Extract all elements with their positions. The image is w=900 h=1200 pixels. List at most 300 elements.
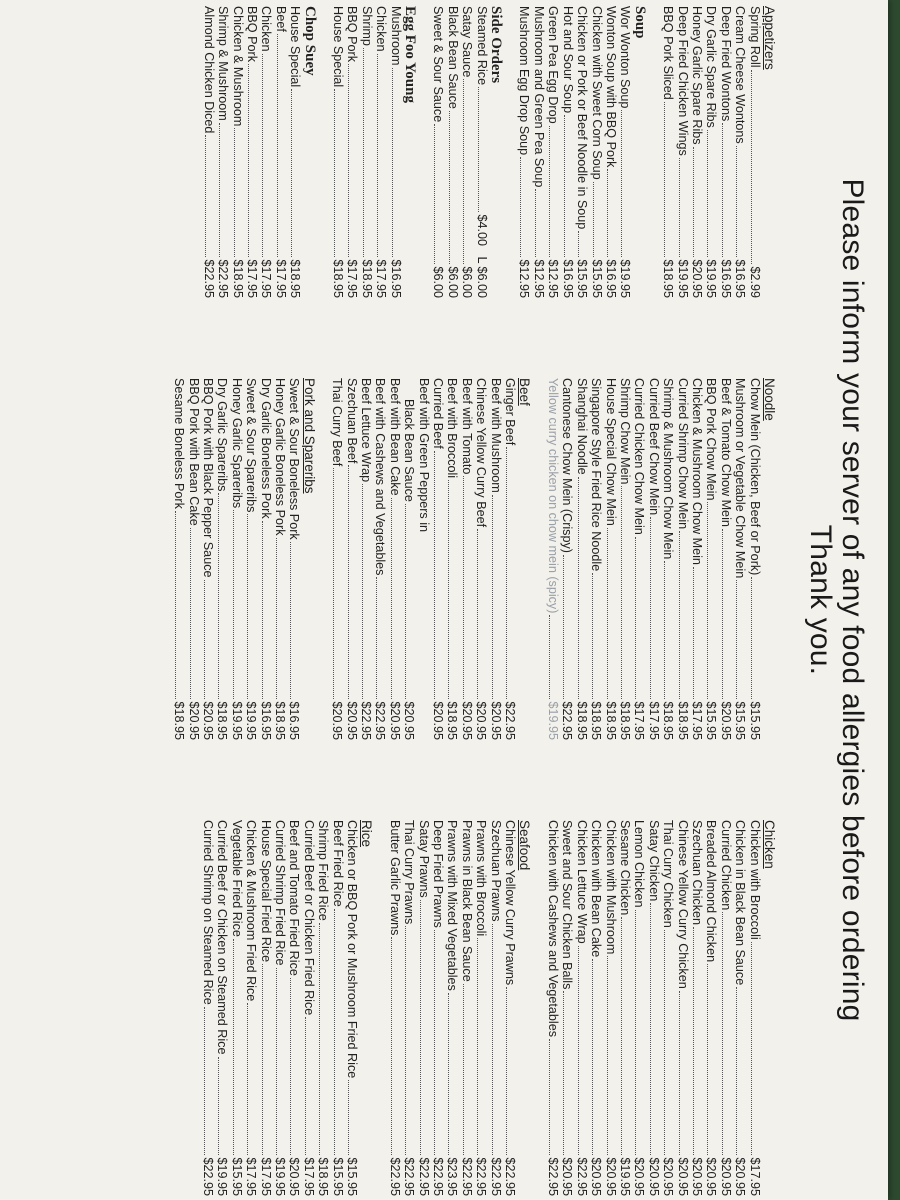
section-title: Side Orders [488, 6, 505, 84]
item-name: Deep Fried Wontons [718, 6, 733, 122]
menu-item [603, 378, 617, 740]
dot-leader [563, 991, 564, 1155]
item-price: $22.95 [503, 1157, 518, 1196]
dot-leader [218, 493, 219, 699]
dot-leader [420, 900, 421, 1156]
menu-section [661, 6, 776, 298]
item-name: Satay Chicken [646, 820, 661, 902]
menu-item [215, 378, 229, 740]
dot-leader [578, 946, 579, 1156]
item-price: $20.95 [718, 1157, 733, 1196]
dot-leader [463, 476, 464, 699]
dot-leader [175, 511, 176, 700]
dot-leader [635, 910, 636, 1156]
item-name: BBQ Pork with Black Pepper Sauce [200, 378, 215, 578]
dot-leader [205, 135, 206, 257]
item-price: $22.95 [216, 259, 231, 298]
menu-item [474, 378, 488, 740]
item-price: $20.95 [431, 701, 446, 740]
dot-leader [247, 514, 248, 699]
dot-leader [722, 912, 723, 1155]
item-price: $2.99 [747, 266, 762, 298]
item-name: Yellow curry chicken on chow mein (spicy) [545, 378, 560, 614]
dot-leader [492, 924, 493, 1156]
item-price: $15.95 [589, 259, 604, 298]
menu-item [661, 6, 675, 298]
menu-item [258, 378, 272, 740]
item-name: Chicken with Broccoli [747, 820, 762, 940]
menu-item [172, 378, 186, 740]
dot-leader [204, 580, 205, 700]
item-name: Chow Mein (Chicken, Beef or Pork) [747, 378, 762, 576]
item-price: $16.95 [560, 259, 575, 298]
item-name: Mushroom and Green Pea Soup [531, 6, 546, 188]
item-name: Sweet & Sour Spareribs [244, 378, 259, 513]
item-name: Prawns in Black Bean Sauce [459, 820, 474, 982]
item-name: Mushroom Egg Drop Soup [517, 6, 532, 156]
item-price: $18.95 [675, 701, 690, 740]
item-name: Prawns with Broccoli [474, 820, 489, 937]
menu-item [402, 820, 416, 1196]
item-name: Szechuan Chicken [689, 820, 704, 926]
menu-item [230, 6, 244, 298]
menu-item [387, 820, 401, 1196]
item-price: $17.95 [245, 259, 259, 298]
item-price: $22.95 [416, 1157, 431, 1196]
item-price: $12.95 [517, 259, 532, 298]
dot-leader [621, 486, 622, 699]
dot-leader [751, 70, 752, 265]
dot-leader [363, 48, 364, 258]
dot-leader [219, 123, 220, 258]
item-price: $6.00 [445, 266, 460, 298]
menu-item [345, 6, 359, 298]
left-menu-column [187, 6, 776, 298]
item-name: Curried Chicken [718, 820, 733, 911]
menu-item [589, 378, 603, 740]
item-name: Breaded Almond Chicken [704, 820, 719, 963]
item-price: $22.95 [545, 1157, 560, 1196]
item-name: Spring Roll [747, 6, 762, 68]
dot-leader [751, 942, 752, 1156]
item-price: $18.95 [359, 259, 374, 298]
dot-leader [650, 903, 651, 1155]
item-name: Chinese Yellow Curry Chicken [675, 820, 690, 989]
item-name: House Special [331, 6, 346, 88]
menu-item [344, 378, 358, 740]
item-price: $22.95 [474, 1157, 489, 1196]
menu-section [201, 820, 374, 1196]
dot-leader [549, 1039, 550, 1155]
menu-item [632, 378, 646, 740]
item-price: $20.95 [402, 701, 417, 740]
menu-section [517, 6, 647, 298]
item-name: Satay Sauce [460, 6, 475, 78]
menu-item [532, 6, 546, 298]
dot-leader [262, 964, 263, 1155]
dot-leader [463, 79, 464, 264]
item-price: $17.95 [689, 701, 704, 740]
dot-leader [276, 538, 277, 700]
dot-leader [506, 447, 507, 699]
menu-item [546, 378, 560, 740]
item-name: Mushroom [388, 6, 403, 66]
item-price: $20.95 [733, 1157, 748, 1196]
dot-leader [290, 542, 291, 700]
dot-leader [736, 146, 737, 258]
item-name: Hot and Sour Soup [560, 6, 575, 114]
menu-item [560, 378, 574, 740]
menu-item [460, 6, 474, 298]
item-price: $15.95 [733, 701, 748, 740]
dot-leader [592, 959, 593, 1155]
menu-item [604, 6, 618, 298]
item-name: Chicken or BBQ Pork or Mushroom Fried Rice [345, 820, 360, 1079]
menu-item [445, 378, 459, 740]
dot-leader [190, 528, 191, 700]
item-price: $16.95 [258, 701, 273, 740]
dot-leader [563, 555, 564, 699]
item-name: Satay Prawns [416, 820, 431, 898]
dot-leader [348, 1080, 349, 1155]
menu-item [661, 378, 675, 740]
item-price: $15.95 [747, 701, 762, 740]
menu-item [201, 820, 215, 1196]
item-price: $18.95 [661, 701, 676, 740]
item-price: $20.95 [287, 1157, 302, 1196]
item-name: Honey Garlic Spare Ribs [689, 6, 704, 145]
dot-leader [707, 130, 708, 258]
menu-item [733, 6, 747, 298]
dot-leader [290, 978, 291, 1156]
item-price: $22.95 [373, 701, 388, 740]
menu-item [359, 378, 373, 740]
menu-item [690, 378, 704, 740]
menu-item [431, 820, 445, 1196]
menu-section [330, 378, 532, 740]
dot-leader [204, 1007, 205, 1156]
item-price: $22.95 [200, 1157, 215, 1196]
menu-item [273, 6, 287, 298]
item-price: $20.95 [675, 1157, 690, 1196]
dot-leader [722, 123, 723, 257]
thank-you-line: Thank you. [804, 524, 837, 676]
menu-item [186, 378, 200, 740]
item-name: Beef with Green Peppers in [416, 378, 431, 533]
menu-item [704, 820, 718, 1196]
menu-item [718, 6, 732, 298]
item-price: $17.95 [747, 1157, 762, 1196]
item-price: $19.95 [215, 1157, 230, 1196]
item-price: $20.95 [689, 259, 704, 298]
item-price: $22.95 [201, 259, 216, 298]
menu-item [288, 6, 302, 298]
menu-item [733, 820, 747, 1196]
dot-leader [621, 110, 622, 257]
item-price: $22.95 [503, 701, 518, 740]
dot-leader [535, 189, 536, 257]
menu-item [474, 820, 488, 1196]
menu-item [675, 820, 689, 1196]
item-name: Curried Beef Chow Mein [646, 378, 661, 516]
item-name: Green Pea Egg Drop [546, 6, 561, 124]
item-price: $20.95 [344, 701, 359, 740]
dot-leader [521, 157, 522, 257]
item-name: Curried Beef [431, 378, 446, 449]
menu-item [316, 820, 330, 1196]
item-price: $16.95 [603, 259, 618, 298]
item-price: $20.95 [387, 701, 402, 740]
item-price: $19.95 [244, 701, 259, 740]
dot-leader [233, 510, 234, 699]
item-name: Curried Beef or Chicken Fried Rice [301, 820, 316, 1016]
item-name: Dry Garlic Boneless Pork [258, 378, 273, 519]
dot-leader [362, 484, 363, 699]
menu-item [560, 820, 574, 1196]
item-price: $17.95 [258, 1157, 273, 1196]
item-price: $20.95 [704, 1157, 719, 1196]
item-name: Dry Garlic Spareribs [215, 378, 230, 492]
item-price: $22.95 [459, 1157, 474, 1196]
item-name: House Special Chow Mein [603, 378, 618, 526]
dot-leader [751, 577, 752, 699]
dot-leader [448, 480, 449, 699]
item-name: Sweet & Sour Boneless Pork [287, 378, 302, 540]
item-name: Shrimp & Mushroom Chow Mein [661, 378, 676, 560]
item-name: House Special [288, 6, 303, 88]
item-name: Chicken [259, 6, 274, 52]
right-menu-column [187, 820, 776, 1196]
item-name: BBQ Pork Sliced [661, 6, 676, 100]
item-price: $18.95 [316, 1157, 331, 1196]
item-price: $18.95 [288, 259, 303, 298]
dot-leader [333, 468, 334, 699]
item-name: Black Bean Sauce [445, 6, 460, 109]
dot-leader [506, 987, 507, 1155]
item-name: Cream Cheese Wontons [733, 6, 748, 144]
menu-item [517, 6, 531, 298]
item-price: $19.95 [273, 1157, 287, 1196]
menu-item [273, 378, 287, 740]
item-price: $15.95 [575, 259, 590, 298]
menu-item [201, 6, 215, 298]
dot-leader [348, 465, 349, 699]
item-name: Deep Fried Prawns [431, 820, 446, 928]
menu-item [733, 378, 747, 740]
item-price: $18.95 [574, 701, 589, 740]
middle-menu-column [158, 378, 776, 740]
item-price: $15.95 [330, 1157, 345, 1196]
item-price: $22.95 [359, 701, 374, 740]
item-price: $16.95 [287, 701, 302, 740]
menu-item [244, 820, 258, 1196]
menu-item [445, 6, 459, 298]
dot-leader [578, 231, 579, 257]
dot-leader [334, 909, 335, 1156]
dot-leader [693, 567, 694, 700]
menu-item [747, 6, 761, 298]
dot-leader [607, 528, 608, 700]
item-name: Beef with Bean Cake [387, 378, 402, 496]
dot-leader [722, 529, 723, 700]
item-price: $20.95 [488, 701, 503, 740]
menu-item [244, 378, 258, 740]
item-name: BBQ Pork [245, 6, 259, 62]
item-name: Shrimp Fried Rice [316, 820, 331, 921]
item-price: $17.95 [273, 259, 288, 298]
item-name: Beef with Broccoli [445, 378, 460, 479]
menu-item [301, 820, 315, 1196]
menu-item [345, 820, 359, 1196]
item-name: Thai Curry Prawns [402, 820, 417, 925]
item-name: Chicken & Mushroom Fried Rice [244, 820, 259, 1002]
dot-leader [564, 115, 565, 257]
dot-leader [607, 169, 608, 257]
item-name: Beef [273, 6, 288, 32]
item-price: $16.95 [388, 259, 403, 298]
item-price: $19.95 [675, 259, 690, 298]
menu-item [431, 6, 445, 298]
menu-item [575, 6, 589, 298]
dot-leader [277, 34, 278, 258]
item-name: Beef and Tomato Fried Rice [287, 820, 302, 976]
item-price: $20.95 [603, 1157, 618, 1196]
item-name: Shanghai Noodle [574, 378, 589, 475]
item-price: $19.95 [545, 701, 560, 740]
dot-leader [434, 124, 435, 264]
dot-leader [736, 580, 737, 699]
item-price: $16.95 [718, 259, 733, 298]
dot-leader [448, 993, 449, 1156]
dot-leader [707, 964, 708, 1155]
menu-item [546, 820, 560, 1196]
menu-item [258, 820, 272, 1196]
menu-item [373, 378, 387, 740]
item-price: $19.95 [618, 259, 633, 298]
menu-item [747, 820, 761, 1196]
menu-item [459, 378, 473, 740]
dot-leader [305, 1017, 306, 1155]
dot-leader [262, 521, 263, 700]
item-name: Chicken with Mushroom [603, 820, 618, 955]
menu-section [387, 820, 531, 1196]
menu-item [474, 6, 488, 298]
dot-leader [477, 529, 478, 699]
item-name: Beef Lettuce Wrap [359, 378, 374, 483]
item-price: $22.95 [574, 1157, 589, 1196]
dot-leader [664, 561, 665, 699]
item-name: Chicken & Mushroom Chow Mein [689, 378, 704, 565]
allergy-notice: Please inform your server of any food allergies before ordering [836, 178, 869, 1022]
section-title: Beef [517, 378, 533, 406]
item-name: Beef with Tomato [459, 378, 474, 475]
menu-item [704, 6, 718, 298]
dot-leader [693, 147, 694, 258]
dot-leader [391, 498, 392, 700]
section-title: Chicken [762, 820, 777, 869]
item-price: $15.95 [704, 701, 719, 740]
menu-item [374, 6, 388, 298]
item-price: $18.95 [617, 701, 632, 740]
item-name: Beef & Tomato Chow Mein [718, 378, 733, 527]
item-price: $6.00 [460, 266, 475, 298]
dot-leader [707, 502, 708, 699]
item-name: Szechuan Beef [344, 378, 359, 464]
item-name: Chicken with Sweet Corn Soup [589, 6, 604, 180]
section-title: Egg Foo Young [402, 6, 419, 103]
menu-section [201, 6, 316, 298]
item-name: Chicken [374, 6, 389, 52]
dot-leader [492, 495, 493, 700]
menu-item [215, 820, 229, 1196]
item-price: $18.95 [230, 259, 245, 298]
menu-item [690, 820, 704, 1196]
item-name: Dry Garlic Spare Ribs [704, 6, 719, 128]
section-title: Rice [359, 820, 375, 848]
dot-leader [477, 938, 478, 1155]
menu-item [488, 378, 502, 740]
menu-item [459, 820, 473, 1196]
item-name: Chicken in Black Bean Sauce [733, 820, 748, 986]
item-price: $18.95 [215, 701, 230, 740]
menu-item [330, 820, 344, 1196]
menu-section [546, 820, 777, 1196]
item-name: Chicken with Cashews and Vegetables [545, 820, 560, 1038]
menu-item [675, 6, 689, 298]
section-title: Soup [631, 6, 648, 39]
menu-item [259, 6, 273, 298]
dot-leader [679, 158, 680, 258]
item-name: Shrimp [359, 6, 374, 46]
item-name: BBQ Pork Chow Mein [704, 378, 719, 501]
menu-item [574, 378, 588, 740]
item-price: $20.95 [459, 701, 474, 740]
item-price: $19.95 [617, 1157, 632, 1196]
dot-leader [463, 984, 464, 1156]
menu-item [287, 820, 301, 1196]
item-price: $16.95 [733, 259, 748, 298]
menu-item [589, 820, 603, 1196]
item-name: BBQ Pork [345, 6, 360, 62]
menu-item [488, 820, 502, 1196]
item-price: $18.95 [603, 701, 618, 740]
item-name: Mushroom or Vegetable Chow Mein [733, 378, 748, 579]
dot-leader [434, 930, 435, 1156]
item-price: $15.95 [229, 1157, 244, 1196]
dot-leader [593, 182, 594, 258]
item-name: Wonton Soup with BBQ Pork [603, 6, 618, 168]
item-price: $17.95 [259, 259, 274, 298]
item-price: $22.95 [402, 1157, 417, 1196]
item-name: Chicken or Pork or Beef Noodle in Soup [575, 6, 590, 230]
item-name: Sweet and Sour Chicken Balls [560, 820, 575, 990]
item-name: Sesame Boneless Pork [172, 378, 187, 509]
item-name: Thai Curry Chicken [661, 820, 676, 928]
item-name: Thai Curry Beef [330, 378, 345, 467]
menu-item [718, 820, 732, 1196]
menu-section [172, 378, 316, 740]
item-name: Deep Fried Chicken Wings [675, 6, 690, 156]
dot-leader [262, 54, 263, 258]
item-price: $22.95 [488, 1157, 503, 1196]
menu-item [201, 378, 215, 740]
dot-leader [650, 517, 651, 699]
item-name: Chinese Yellow Curry Beef [474, 378, 489, 528]
menu-item [359, 6, 373, 298]
dot-leader [449, 111, 450, 265]
section-title: Chop Suey [301, 6, 318, 76]
dot-leader [405, 926, 406, 1155]
